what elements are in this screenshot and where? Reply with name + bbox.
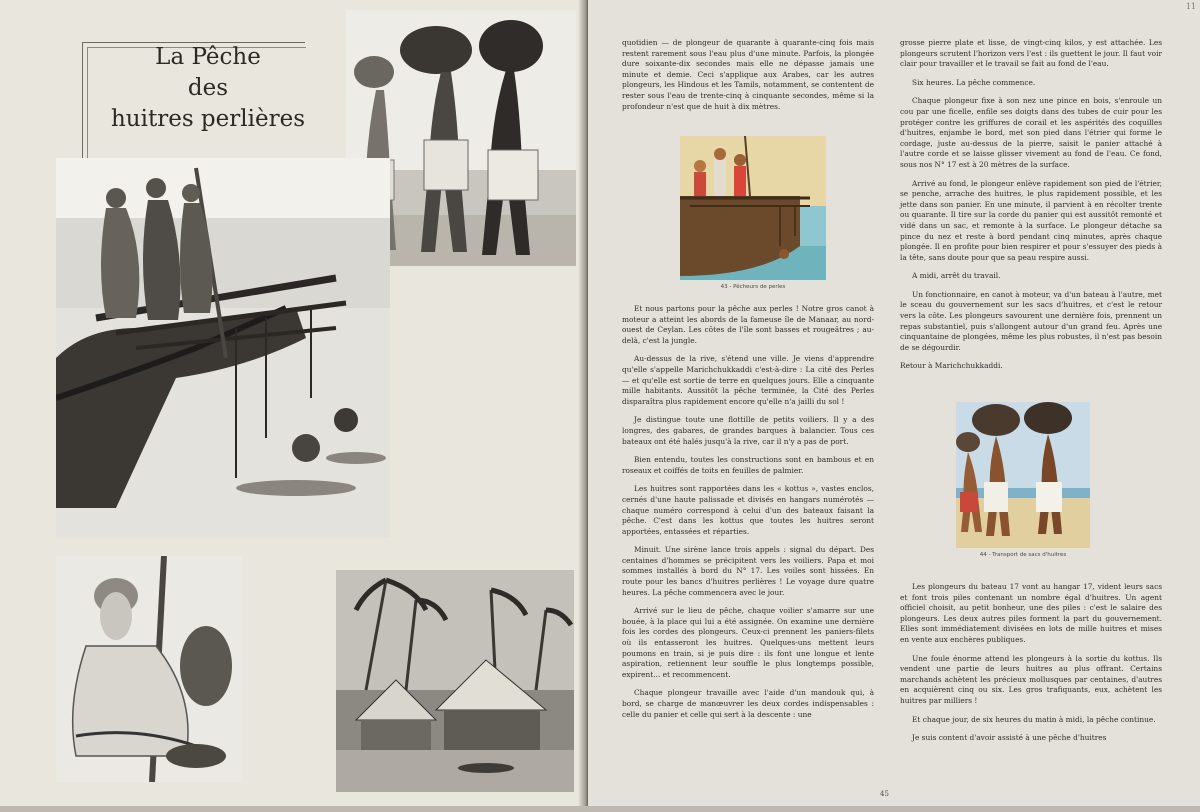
illustration-seated-man [56, 556, 242, 782]
corner-mark: 11 [1185, 2, 1196, 11]
paragraph: Au-dessus de la rive, s'étend une ville. Je viens d'apprendre qu'elle s'appelle Marichchukkaddi c'est-à-dire : La cité des Perles — et qu'elle est sortie de terre en quelques jours. Elle a cinquante mille habitants. Aussitôt la pêche terminée, la Cité des Perles disparaîtra plus rapidement encore qu'elle n'a jailli du sol ! [622, 354, 874, 406]
paragraph: quotidien — de plongeur de quarante à quarante-cinq fois mais restent rarement sous l'eau plus d'une minute. Parfois, la plongée dure soixante-dix secondes mais elle ne dépasse jamais une minute et demie. Ceci s'applique aux Arabes, car les autres plongeurs, les Hindous et les Tamils, notamment, se contentent de rester sous l'eau de trente-cinq à cinquante secondes, même si la profondeur n'est que de huit à dix mètres. [622, 38, 874, 111]
figure-caption-43: 43 - Pêcheurs de perles [720, 284, 786, 290]
paragraph: grosse pierre plate et lisse, de vingt-cinq kilos, y est attachée. Les plongeurs scrutent l'horizon vers l'est : ils guettent le jour. Il faut voir clair pour travailler et le travail se fait au fond de l'eau. [900, 38, 1162, 69]
figure-caption-44: 44 - Transport de sacs d'huitres [979, 552, 1067, 558]
paragraph: Retour à Marichchukkaddi. [900, 361, 1003, 371]
paragraph: Chaque plongeur fixe à son nez une pince en bois, s'enroule un cou par une ficelle, enfile ses doigts dans des tubes de cuir pour les protéger contre les griffures de corail et les aspérités des coquilles d'huitres, enjambe le bord, met son pied dans l'étrier qui forme le cordage, juste au-dessus de la pierre, saisit le panier attaché à l'autre corde et se laisse glisser vivement au fond de l'eau. Ce fond, sous nos N° 17 est à 20 mètres de la surface. [900, 96, 1162, 169]
paragraph: Bien entendu, toutes les constructions sont en bambous et en roseaux et coiffés de toits en feuilles de palmier. [622, 455, 874, 475]
paragraph: Une foule énorme attend les plongeurs à la sortie du kottus. Ils vendent une partie de leurs huitres au plus offrant. Certains marchands achètent les précieux mollusques par centaines, d'autres en acquièrent cinq ou six. Les gros trafiquants, eux, achètent les huitres par milliers ! [900, 653, 1162, 705]
paragraph: Minuit. Une sirène lance trois appels : signal du départ. Des centaines d'hommes se précipitent vers les voiliers. Papa et moi sommes installés à bord du N° 17. Les voiles sont hissées. En route pour les bancs d'huitres perlières ! Le voyage dure quatre heures. La pêche commencera avec le jour. [622, 545, 874, 597]
paragraph: Et chaque jour, de six heures du matin à midi, la pêche continue. [912, 714, 1156, 724]
text-column-bottom-right [900, 582, 1162, 782]
paragraph: Arrivé sur le lieu de pêche, chaque voilier s'amarre sur une bouée, à la place qui lui a été assignée. On examine une dernière fois les cordes des plongeurs. Ceux-ci prennent les paniers-filets où ils entasseront les huitres. Quelques-uns mettent leurs poumons en train, si je puis dire : ils font une longue et lente aspiration, retiennent leur souffle le plus longtemps possible, expirent... et recommencent. [622, 606, 874, 679]
illustration-village [336, 570, 574, 792]
illustration-boat [56, 158, 390, 538]
paragraph: Arrivé au fond, le plongeur enlève rapidement son pied de l'étrier, se penche, arrache des huitres, le plus rapidement possible, et les jette dans son panier. En une minute, il parvient à en récolter trente ou quarante. Il tire sur la corde du panier qui est aussitôt remonté et vidé dans un sac, et remonte à la surface. Le plongeur détache sa pince du nez et reste à bord pendant cinq minutes, après chaque plongée. Il en profite pour bien respirer et pour s'essuyer des pieds à la tête, sans doute pour que sa peau respire aussi. [900, 178, 1162, 262]
page-edge-bottom [0, 806, 1200, 812]
paragraph: Six heures. La pêche commence. [912, 77, 1036, 87]
right-page [588, 0, 1200, 812]
article-title [108, 42, 308, 135]
illustration-transport-sacks [956, 402, 1090, 548]
paragraph: Les huitres sont rapportées dans les « kottus », vastes enclos, cernés d'une haute palissade et divisés en hangars numérotés — chaque numéro correspond à celui d'un des bateaux faisant la pêche. C'est dans les kottus que toutes les huitres seront apportées, entassées et réparties. [622, 484, 874, 536]
title-line-2: des [187, 75, 229, 101]
text-column-top-right [900, 38, 1162, 418]
title-line-3: huitres perlières [110, 106, 305, 132]
illustration-pearl-fishers [680, 136, 826, 280]
paragraph: Je distingue toute une flottille de petits voiliers. Il y a des longres, des gabares, de grandes barques à balancier. Tous ces bateaux ont été halés jusqu'à la rive, car il n'y a pas de port. [622, 415, 874, 446]
paragraph: Les plongeurs du bateau 17 vont au hangar 17, vident leurs sacs et font trois piles contenant un nombre égal d'huitres. Un agent officiel choisit, au petit bonheur, une des piles : c'est le salaire des plongeurs. Les deux autres piles forment la part du gouvernement. Elles sont immédiatement divisées en lots de mille huitres et mises en vente aux enchères publiques. [900, 582, 1162, 644]
text-column-left [622, 304, 874, 784]
title-line-1: La Pêche [155, 44, 261, 70]
left-page [0, 0, 588, 812]
paragraph: Chaque plongeur travaille avec l'aide d'un mandouk qui, à bord, se charge de manœuvrer les deux cordes indispensables : celle du panier et celle qui sert à la descente : une [622, 688, 874, 719]
page-number: 45 [880, 790, 889, 798]
paragraph: Un fonctionnaire, en canot à moteur, va d'un bateau à l'autre, met le sceau du gouvernement sur les sacs d'huitres, et c'est le retour vers la côte. Les plongeurs savourent une dernière fois, prennent un repas substantiel, puis s'allongent autour d'un grand feu. Après une cinquantaine de plongées, même les plus robustes, il n'est pas besoin de se dégourdir. [900, 289, 1162, 352]
paragraph: Et nous partons pour la pêche aux perles ! Notre gros canot à moteur a atteint les abords de la fameuse île de Manaar, au nord-ouest de Ceylan. Les côtes de l'île sont basses et rougeâtres ; au-delà, c'est la jungle. [622, 304, 874, 345]
paragraph: A midi, arrêt du travail. [912, 271, 1001, 281]
paragraph: Je suis content d'avoir assisté à une pêche d'huitres [912, 733, 1107, 743]
